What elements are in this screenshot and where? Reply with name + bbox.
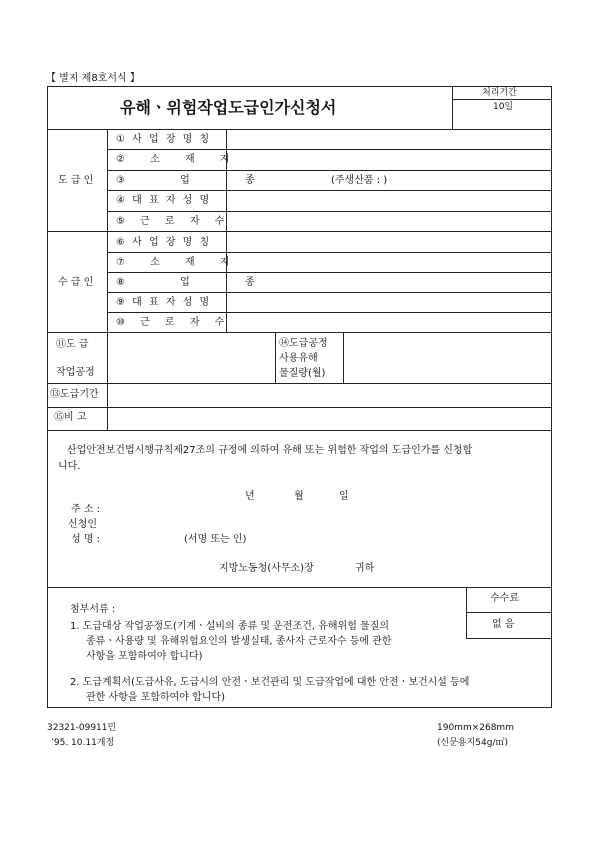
recipient-office: 지방노동청(사무소)장 (219, 563, 314, 574)
contractor-address-field[interactable] (227, 150, 551, 170)
subcontractor-workers-field[interactable] (227, 313, 551, 332)
subcontractor-industry-label: ⑧ 업 종 (116, 277, 255, 288)
fee-value: 없 음 (492, 619, 515, 630)
form-title: 유해ㆍ위험작업도급인가신청서 (120, 98, 337, 117)
substance-label-line3: 물질량(월) (279, 368, 326, 379)
contractor-group-label: 도 급 인 (58, 175, 94, 186)
form-code: 32321-09911민 (47, 723, 117, 733)
date-year: 년 (245, 491, 255, 502)
attachments-header: 첨부서류 : (70, 604, 116, 615)
date-day: 일 (339, 491, 349, 502)
subcontractor-business-name-label: ⑥ 사 업 장 명 칭 (116, 237, 212, 248)
remarks-label: ⑮비 고 (54, 412, 87, 423)
processing-period-label: 처리기간 (482, 88, 517, 98)
attachment-2-line2: 관한 사항을 포함하여야 합니다) (86, 692, 226, 703)
signature-or-seal: (서명 또는 인) (184, 534, 247, 545)
contractor-industry-label: ③ 업 종 (116, 175, 255, 186)
contractor-representative-field[interactable] (227, 191, 551, 211)
form-number: 【 별지 제8호서식 】 (46, 73, 140, 84)
process-label-line1: ⑪도 급 (56, 339, 89, 350)
statement-line2: 니다. (58, 461, 81, 472)
attachment-2-line1: 2. 도급계획서(도급사유, 도급시의 안전ㆍ보건관리 및 도급작업에 대한 안전ㆍ보건시설 등에 (70, 677, 470, 688)
contract-period-label: ⑬도급기간 (50, 389, 99, 400)
applicant-address-label: 주 소 : (71, 504, 101, 515)
attachment-1-line3: 사항을 포함하여야 합니다) (86, 651, 203, 662)
attachment-1-line2: 종류ㆍ사용량 및 유해위험요인의 발생실태, 종사자 근로자수 등에 관한 (86, 636, 392, 647)
recipient-honorific: 귀하 (355, 563, 375, 574)
processing-period-value: 10일 (493, 102, 514, 112)
process-label-line2: 작업공정 (56, 367, 95, 378)
contract-period-field[interactable] (108, 384, 551, 407)
substance-label-line1: ⑭도급공정 (279, 338, 328, 349)
form-revision: ’95. 10.11개정 (51, 738, 115, 748)
subcontractor-business-name-field[interactable] (227, 232, 551, 252)
attachment-1-line1: 1. 도급대상 작업공정도(기계ㆍ설비의 종류 및 운전조건, 유해위험 물질의 (70, 621, 390, 632)
contractor-workers-label: ⑤ 근 로 자 수 (116, 216, 227, 227)
subcontractor-address-field[interactable] (227, 253, 551, 272)
contractor-business-name-label: ① 사 업 장 명 칭 (116, 134, 212, 145)
substance-amount-field[interactable] (344, 333, 551, 383)
remarks-field[interactable] (108, 408, 551, 430)
contractor-representative-label: ④ 대 표 자 성 명 (116, 195, 212, 206)
date-month: 월 (294, 491, 304, 502)
applicant-name-label: 성 명 : (71, 534, 101, 545)
contractor-address-label: ② 소 재 지 (116, 154, 230, 165)
substance-label-line2: 사용유해 (279, 353, 318, 364)
work-process-field[interactable] (108, 333, 275, 383)
subcontractor-representative-field[interactable] (227, 293, 551, 312)
paper-type: (신문용지54g/㎡) (437, 738, 508, 748)
paper-size: 190mm×268mm (437, 723, 514, 733)
subcontractor-address-label: ⑦ 소 재 지 (116, 257, 230, 268)
subcontractor-group-label: 수 급 인 (58, 277, 94, 288)
subcontractor-industry-field[interactable] (227, 273, 551, 292)
contractor-workers-field[interactable] (227, 212, 551, 231)
statement-line1: 산업안전보건법시행규칙제27조의 규정에 의하여 유해 또는 위험한 작업의 도급인가를 신청합 (67, 445, 473, 456)
applicant-label: 신청인 (68, 519, 97, 530)
subcontractor-workers-label: ⑩ 근 로 자 수 (116, 317, 227, 328)
fee-label: 수수료 (490, 593, 519, 604)
subcontractor-representative-label: ⑨ 대 표 자 성 명 (116, 297, 212, 308)
contractor-business-name-field[interactable] (227, 130, 551, 149)
contractor-main-product[interactable]: (주생산품 : ) (331, 175, 388, 186)
